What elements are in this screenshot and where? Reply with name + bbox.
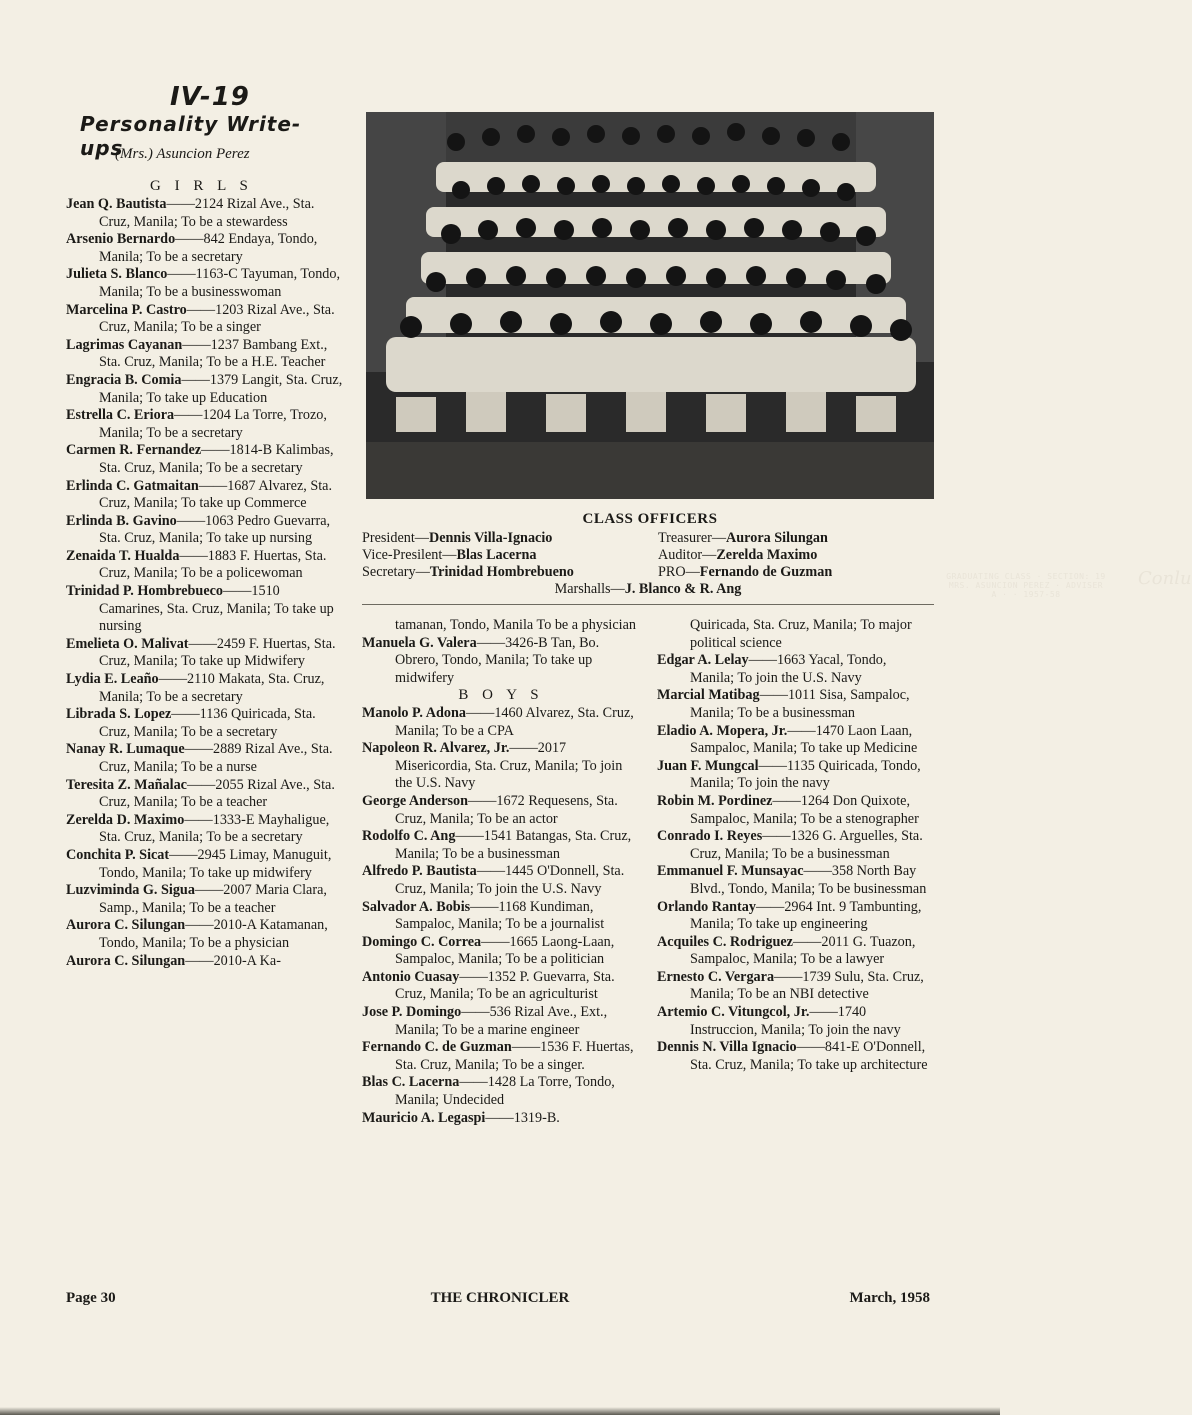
list-item: Lagrimas Cayanan——1237 Bambang Ext., Sta. Cruz, Manila; To be a H.E. Teacher — [66, 336, 328, 371]
list-item: Julieta S. Blanco——1163-C Tayuman, Tondo, Manila; To be a businesswoman — [66, 266, 341, 300]
list-item: Arsenio Bernardo——842 Endaya, Tondo, Manila; To be a secretary — [66, 231, 318, 265]
list-item: Aurora C. Silungan——2010-A Ka- — [66, 952, 281, 969]
list-item: Fernando C. de Guzman——1536 F. Huertas, Sta. Cruz, Manila; To be a singer. — [362, 1039, 634, 1073]
list-item: Ernesto C. Vergara——1739 Sulu, Sta. Cruz, Manila; To be an NBI detective — [657, 968, 924, 1003]
list-item: Orlando Rantay——2964 Int. 9 Tambunting, Manila; To take up engineering — [657, 898, 922, 933]
boys-heading: B O Y S — [458, 687, 544, 704]
list-item: Manolo P. Adona——1460 Alvarez, Sta. Cruz, Manila; To be a CPA — [362, 704, 634, 739]
middle-column — [362, 617, 640, 1127]
list-item: Robin M. Pordinez——1264 Don Quixote, Sampaloc, Manila; To be a stenographer — [657, 792, 919, 827]
list-item: Artemio C. Vitungcol, Jr.——1740 Instruccion, Manila; To join the navy — [657, 1004, 901, 1038]
list-item: Emelieta O. Malivat——2459 F. Huertas, Sta. Cruz, Manila; To take up Midwifery — [66, 635, 336, 670]
list-item: Conchita P. Sicat——2945 Limay, Manuguit, Tondo, Manila; To take up midwifery — [66, 846, 332, 881]
list-item: Emmanuel F. Munsayac——358 North Bay Blvd., Tondo, Manila; To be businessman — [657, 863, 927, 897]
right-column — [657, 617, 933, 1074]
list-item: tamanan, Tondo, Manila To be a physician — [395, 617, 636, 633]
list-item: George Anderson——1672 Requesens, Sta. Cruz, Manila; To be an actor — [362, 792, 618, 827]
list-item: Conrado I. Reyes——1326 G. Arguelles, Sta. Cruz, Manila; To be a businessman — [657, 828, 923, 862]
publication-name: THE CHRONICLER — [430, 1290, 570, 1306]
list-item: Marcial Matibag——1011 Sisa, Sampaloc, Manila; To be a businessman — [657, 687, 910, 721]
photographer-signature: Conlu — [1138, 568, 1192, 589]
girls-heading: G I R L S — [150, 178, 253, 194]
officer-item: Auditor—Zerelda Maximo — [658, 547, 818, 564]
scan-edge — [0, 1407, 1000, 1415]
list-item: Librada S. Lopez——1136 Quiricada, Sta. Cruz, Manila; To be a secretary — [66, 706, 316, 740]
officer-item: Secretary—Trinidad Hombrebueno — [362, 564, 574, 581]
list-item: Aurora C. Silungan——2010-A Katamanan, Tondo, Manila; To be a physician — [66, 917, 328, 951]
list-item: Estrella C. Eriora——1204 La Torre, Trozo, Manila; To be a secretary — [66, 407, 327, 441]
list-item: Luzviminda G. Sigua——2007 Maria Clara, Samp., Manila; To be a teacher — [66, 882, 327, 916]
list-item: Dennis N. Villa Ignacio——841-E O'Donnell, Sta. Cruz, Manila; To take up architecture — [657, 1039, 928, 1073]
list-item: Quiricada, Sta. Cruz, Manila; To major political science — [690, 617, 912, 651]
list-item: Blas C. Lacerna——1428 La Torre, Tondo, Manila; Undecided — [362, 1074, 615, 1109]
officer-item: President—Dennis Villa-Ignacio — [362, 530, 553, 546]
list-item: Erlinda C. Gatmaitan——1687 Alvarez, Sta. Cruz, Manila; To take up Commerce — [66, 477, 333, 512]
marshalls-line: Marshalls—J. Blanco & R. Ang — [554, 581, 742, 597]
list-item: Edgar A. Lelay——1663 Yacal, Tondo, Manila; To join the U.S. Navy — [657, 652, 887, 686]
list-item: Lydia E. Leaño——2110 Makata, Sta. Cruz, Manila; To be a secretary — [66, 671, 325, 705]
list-item: Rodolfo C. Ang——1541 Batangas, Sta. Cruz, Manila; To be a businessman — [362, 828, 632, 862]
list-item: Erlinda B. Gavino——1063 Pedro Guevarra, Sta. Cruz, Manila; To take up nursing — [66, 512, 331, 547]
page-title: Personality Write-ups — [80, 112, 302, 160]
girls-list — [66, 196, 344, 970]
list-item: Antonio Cuasay——1352 P. Guevarra, Sta. Cruz, Manila; To be an agriculturist — [362, 968, 615, 1003]
list-item: Acquiles C. Rodriguez——2011 G. Tuazon, Sampaloc, Manila; To be a lawyer — [657, 933, 916, 968]
list-item: Jose P. Domingo——536 Rizal Ave., Ext., Manila; To be a marine engineer — [362, 1004, 608, 1038]
list-item: Eladio A. Mopera, Jr.——1470 Laon Laan, Sampaloc, Manila; To take up Medicine — [657, 722, 918, 757]
class-photo-image — [366, 112, 934, 499]
list-item: Manuela G. Valera——3426-B Tan, Bo. Obrero, Tondo, Manila; To take up midwifery — [362, 634, 600, 686]
section-code: IV-19 — [170, 82, 250, 112]
photo-caption: GRADUATING CLASS · SECTION: 19 MRS. ASUNCION PEREZ · ADVISER A · · 1957-58 — [946, 572, 1106, 599]
list-item: Carmen R. Fernandez——1814-B Kalimbas, Sta. Cruz, Manila; To be a secretary — [66, 442, 334, 476]
list-item: Domingo C. Correa——1665 Laong-Laan, Sampaloc, Manila; To be a politician — [362, 933, 615, 968]
adviser-name: (Mrs.) Asuncion Perez — [115, 146, 250, 162]
officer-item: PRO—Fernando de Guzman — [658, 564, 833, 581]
list-item: Nanay R. Lumaque——2889 Rizal Ave., Sta. Cruz, Manila; To be a nurse — [66, 741, 333, 775]
officer-item: Vice-Presilent—Blas Lacerna — [362, 547, 537, 564]
list-item: Mauricio A. Legaspi——1319-B. — [362, 1109, 560, 1126]
divider — [362, 604, 934, 605]
list-item: Salvador A. Bobis——1168 Kundiman, Sampaloc, Manila; To be a journalist — [362, 898, 605, 933]
issue-date: March, 1958 — [849, 1290, 930, 1306]
list-item: Napoleon R. Alvarez, Jr.——2017 Misericordia, Sta. Cruz, Manila; To join the U.S. Navy — [362, 740, 623, 792]
officers-heading: CLASS OFFICERS — [582, 511, 718, 527]
list-item: Zenaida T. Hualda——1883 F. Huertas, Sta. Cruz, Manila; To be a policewoman — [66, 547, 327, 582]
list-item: Engracia B. Comia——1379 Langit, Sta. Cruz, Manila; To take up Education — [66, 371, 343, 406]
officer-item: Treasurer—Aurora Silungan — [658, 530, 828, 546]
list-item: Trinidad P. Hombrebueco——1510 Camarines, Sta. Cruz, Manila; To take up nursing — [66, 583, 334, 635]
list-item: Marcelina P. Castro——1203 Rizal Ave., Sta. Cruz, Manila; To be a singer — [66, 301, 335, 336]
list-item: Jean Q. Bautista——2124 Rizal Ave., Sta. Cruz, Manila; To be a stewardess — [66, 196, 315, 230]
page-number: Page 30 — [66, 1290, 116, 1306]
list-item: Zerelda D. Maximo——1333-E Mayhaligue, Sta. Cruz, Manila; To be a secretary — [66, 811, 330, 846]
list-item: Teresita Z. Mañalac——2055 Rizal Ave., Sta. Cruz, Manila; To be a teacher — [66, 776, 335, 811]
list-item: Juan F. Mungcal——1135 Quiricada, Tondo, Manila; To join the navy — [657, 757, 921, 792]
list-item: Alfredo P. Bautista——1445 O'Donnell, Sta. Cruz, Manila; To join the U.S. Navy — [362, 863, 625, 897]
